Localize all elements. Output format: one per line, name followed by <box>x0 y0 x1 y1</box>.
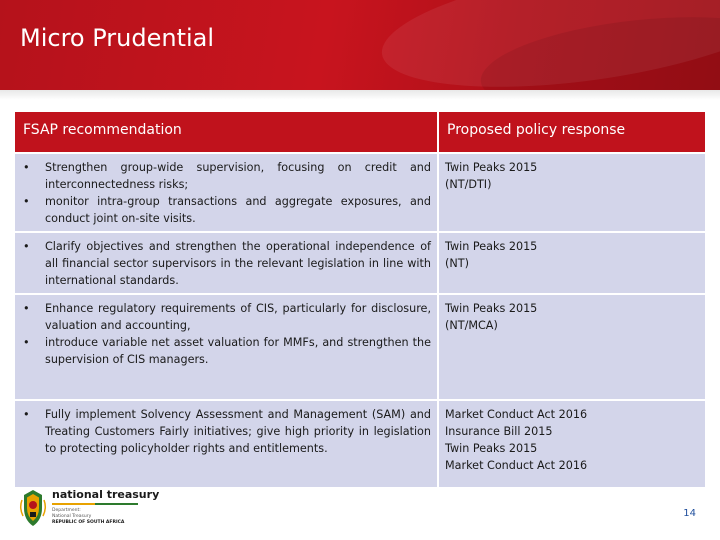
logo-subtitle: REPUBLIC OF SOUTH AFRICA <box>52 520 125 525</box>
recommendation-bullet: • Strengthen group-wide supervision, focusing on credit and interconnectedness risks; <box>21 159 431 193</box>
table-row <box>15 401 705 487</box>
response-line: Market Conduct Act 2016 <box>445 408 588 421</box>
recommendation-cell <box>15 154 437 231</box>
table-row <box>15 233 705 293</box>
header-proposed-policy-response: Proposed policy response <box>439 112 705 152</box>
table-row <box>15 295 705 399</box>
response-line: Twin Peaks 2015 <box>445 161 538 174</box>
response-line: Twin Peaks 2015 <box>445 442 538 455</box>
page-number: 14 <box>683 508 696 519</box>
response-cell <box>439 154 705 231</box>
national-treasury-logo <box>18 488 158 530</box>
recommendation-bullet: • Enhance regulatory requirements of CIS, particularly for disclosure, valuation and accounting, <box>21 300 431 334</box>
response-cell <box>439 295 705 399</box>
banner-shadow <box>0 90 720 100</box>
recommendation-cell <box>15 401 437 487</box>
logo-subtitle: Department: <box>52 508 81 513</box>
recommendation-cell <box>15 295 437 399</box>
page-title: Micro Prudential <box>20 24 215 52</box>
response-line: Twin Peaks 2015 <box>445 302 538 315</box>
response-cell <box>439 233 705 293</box>
header-fsap-recommendation: FSAP recommendation <box>15 112 437 152</box>
logo-name: national treasury <box>52 488 160 501</box>
response-line: Insurance Bill 2015 <box>445 425 553 438</box>
response-line: (NT/DTI) <box>445 178 492 191</box>
logo-subtitle: National Treasury <box>52 514 92 519</box>
title-banner <box>0 0 720 90</box>
recommendation-bullet: • introduce variable net asset valuation for MMFs, and strengthen the supervision of CIS managers. <box>21 334 431 368</box>
recommendation-cell <box>15 233 437 293</box>
table-header-row <box>15 112 705 152</box>
response-line: Market Conduct Act 2016 <box>445 459 588 472</box>
recommendation-bullet: • monitor intra-group transactions and aggregate exposures, and conduct joint on-site visits. <box>21 193 431 227</box>
recommendation-bullet: • Fully implement Solvency Assessment and Management (SAM) and Treating Customers Fairly initiatives; give high priority in legislation to protecting policyholder rights and entitlements. <box>21 406 431 457</box>
recommendations-table <box>13 110 707 489</box>
response-line: Twin Peaks 2015 <box>445 240 538 253</box>
response-line: (NT) <box>445 257 469 270</box>
response-cell <box>439 401 705 487</box>
response-line: (NT/MCA) <box>445 319 498 332</box>
table-row <box>15 154 705 231</box>
logo-color-bar <box>52 503 138 505</box>
recommendation-bullet: • Clarify objectives and strengthen the operational independence of all financial sector supervisors in the relevant legislation in line with international standards. <box>21 238 431 289</box>
coat-of-arms-icon <box>18 488 48 528</box>
